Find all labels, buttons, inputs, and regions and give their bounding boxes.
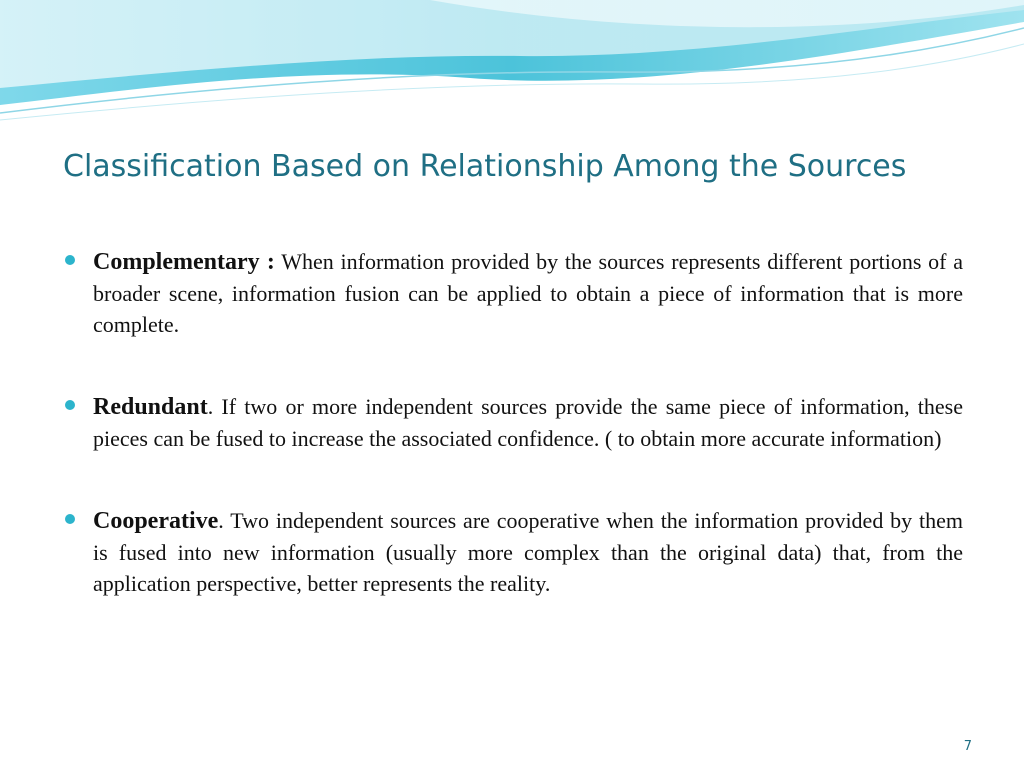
bullet-item-cooperative [65,505,963,599]
bullet-text: . If two or more independent sources provide the same piece of information, these pieces can be fused to increase the associated confidence. ( to obtain more accurate information) [93,394,963,451]
bullet-text: . Two independent sources are cooperative when the information provided by them is fused into new information (usually more complex than the original data) that, from the application perspective, better represents the reality. [93,508,963,596]
bullet-item-redundant [65,391,963,454]
bullet-dot-icon [65,255,75,265]
bullet-item-complementary [65,246,963,340]
bullet-text: When information provided by the sources represents different portions of a broader scene, information fusion can be applied to obtain a piece of information that is more complete. [93,249,964,337]
slide-title: Classification Based on Relationship Among the Sources [63,149,907,184]
bullet-dot-icon [65,400,75,410]
page-number: 7 [963,739,972,754]
bullet-list [65,246,963,599]
bullet-term: Redundant [93,394,208,420]
wave-header-decoration [0,0,1024,130]
bullet-term: Complementary : [93,249,275,275]
bullet-term: Cooperative [93,508,219,534]
bullet-dot-icon [65,514,75,524]
